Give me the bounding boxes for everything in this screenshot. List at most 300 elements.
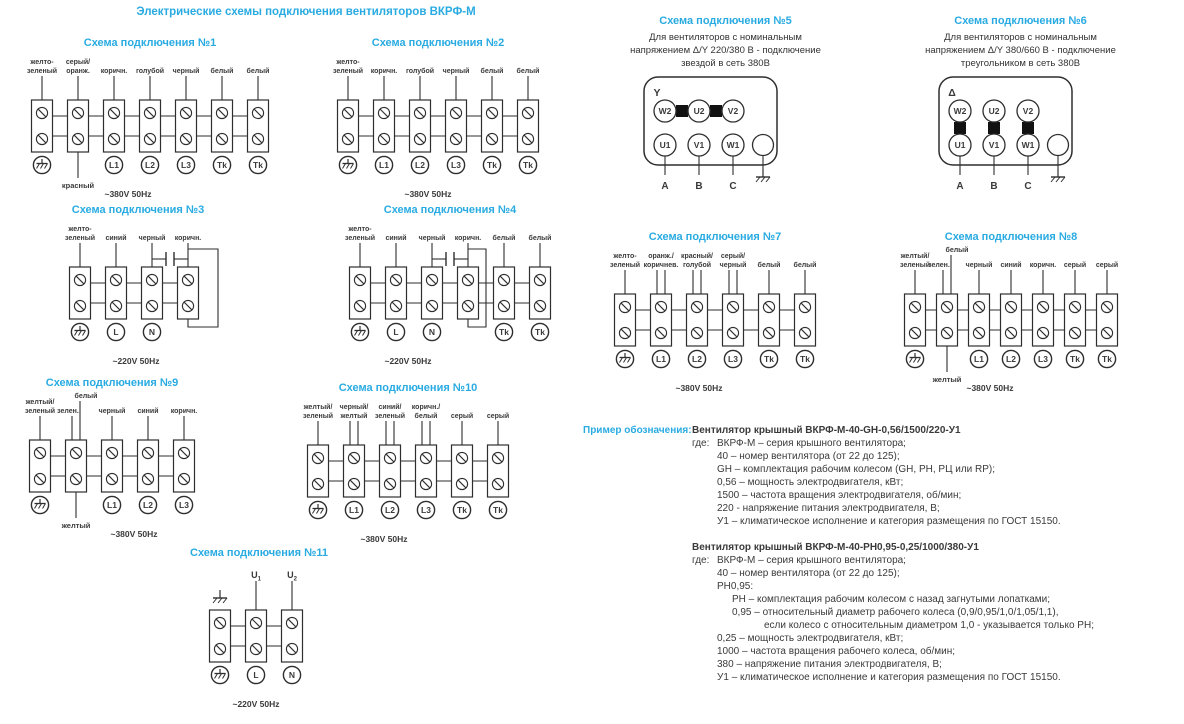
- example-body: [692, 424, 1183, 684]
- svg-text:черный: черный: [98, 408, 126, 415]
- svg-text:U2: U2: [988, 106, 1000, 116]
- scheme-9-title: Схема подключения №9: [45, 377, 179, 389]
- svg-text:~220V 50Hz: ~220V 50Hz: [232, 699, 280, 709]
- motor-pin-V1: [688, 134, 710, 156]
- svg-text:зеленый: зеленый: [332, 68, 364, 75]
- ground-terminal-icon: [31, 496, 48, 513]
- example-line: 0,25 – мощность электродвигателя, кВт;: [717, 633, 904, 644]
- screw-icon: [348, 478, 359, 489]
- screw-icon: [414, 107, 425, 118]
- example-line: 380 – напряжение питания электродвигателя, В;: [717, 659, 942, 670]
- scheme-1-diagram-slot: [12, 52, 288, 202]
- svg-text:зеленый: зеленый: [24, 408, 56, 415]
- svg-text:Tk: Tk: [1102, 354, 1112, 364]
- svg-text:Tk: Tk: [800, 354, 810, 364]
- svg-text:N: N: [288, 670, 296, 680]
- earth-ground-icon: [213, 590, 227, 603]
- motor-terminal-box: [644, 77, 777, 165]
- svg-text:зелен.: зелен.: [57, 408, 79, 415]
- svg-text:белый: белый: [757, 262, 781, 269]
- svg-text:L2: L2: [143, 500, 153, 510]
- ground-terminal-icon: [33, 156, 50, 173]
- terminal-block: [303, 403, 333, 519]
- terminal-block: [57, 392, 97, 530]
- scheme-5: [608, 14, 843, 199]
- example-line: 40 – номер вентилятора (от 22 до 125);: [717, 568, 900, 579]
- motor-pin-earth: [753, 135, 774, 156]
- screw-icon: [286, 617, 297, 628]
- terminal-circle-Tk: [249, 156, 266, 173]
- screw-icon: [182, 300, 193, 311]
- screw-icon: [378, 107, 389, 118]
- svg-text:Tk: Tk: [764, 354, 774, 364]
- screw-icon: [34, 473, 45, 484]
- example-line: У1 – климатическое исполнение и категория размещения по ГОСТ 15150.: [717, 516, 1061, 527]
- screw-icon: [462, 300, 473, 311]
- screw-icon: [727, 327, 738, 338]
- example-line: 40 – номер вентилятора (от 22 до 125);: [717, 451, 900, 462]
- svg-text:~380V 50Hz: ~380V 50Hz: [966, 383, 1014, 393]
- svg-text:V1: V1: [988, 140, 1000, 150]
- svg-text:желтый/: желтый/: [25, 399, 55, 406]
- terminal-circle-Tk: [453, 501, 470, 518]
- svg-text:L1: L1: [349, 505, 359, 515]
- motor-pin-W2: [949, 100, 971, 122]
- scheme-9-diagram-slot: [10, 392, 214, 542]
- scheme-5-diagram: [608, 75, 843, 199]
- screw-icon: [74, 300, 85, 311]
- terminal-circle-L2: [411, 156, 428, 173]
- screw-icon: [973, 301, 984, 312]
- screw-icon: [378, 133, 389, 144]
- svg-text:голубой: голубой: [405, 68, 435, 75]
- svg-text:желто-: желто-: [30, 59, 54, 66]
- terminal-block: [1030, 262, 1057, 368]
- example-model-title: Вентилятор крышный ВКРФ-М-40-РН0,95-0,25/1000/380-У1: [692, 542, 979, 553]
- earth-ground-icon: [1051, 169, 1065, 182]
- svg-text:~380V 50Hz: ~380V 50Hz: [404, 189, 452, 199]
- svg-text:черный: черный: [172, 68, 200, 75]
- screw-icon: [522, 133, 533, 144]
- svg-text:Tk: Tk: [487, 160, 497, 170]
- screw-icon: [216, 107, 227, 118]
- screw-icon: [106, 447, 117, 458]
- scheme-desc-line: напряжением Δ/Y 380/660 В - подключение: [925, 45, 1116, 56]
- svg-text:L3: L3: [179, 500, 189, 510]
- example-line: 1500 – частота вращения электродвигателя, об/мин;: [717, 490, 962, 501]
- svg-text:серый/: серый/: [720, 253, 746, 260]
- svg-text:~380V 50Hz: ~380V 50Hz: [110, 529, 158, 539]
- terminal-block: [1064, 261, 1086, 368]
- motor-terminal-box: [939, 77, 1072, 165]
- example-line: У1 – климатическое исполнение и категория размещения по ГОСТ 15150.: [717, 672, 1061, 683]
- svg-text:коричн.: коричн.: [1029, 262, 1057, 269]
- scheme-11: [190, 546, 329, 712]
- svg-text:коричн.: коричн.: [170, 408, 198, 415]
- svg-text:серый/: серый/: [65, 59, 91, 66]
- svg-text:U1: $U_1$: [251, 570, 261, 583]
- svg-text:желтый: желтый: [61, 521, 91, 530]
- svg-text:белый: белый: [210, 68, 234, 75]
- terminal-block: [139, 234, 166, 341]
- svg-text:белый: белый: [528, 235, 552, 242]
- screw-icon: [106, 473, 117, 484]
- screw-icon: [178, 473, 189, 484]
- terminal-block: [105, 234, 126, 341]
- motor-pin-V2: [1017, 100, 1039, 122]
- scheme-desc-line: звездой в сеть 380В: [681, 58, 770, 69]
- screw-icon: [1101, 327, 1112, 338]
- example-block: [692, 541, 1183, 684]
- svg-text:желто-: желто-: [68, 226, 92, 233]
- scheme-4: [330, 203, 570, 369]
- svg-text:зеленый: зеленый: [609, 262, 641, 269]
- terminal-circle-L1: [345, 501, 362, 518]
- scheme-11-diagram-slot: [190, 562, 322, 712]
- svg-text:желто-: желто-: [336, 59, 360, 66]
- screw-icon: [763, 327, 774, 338]
- svg-text:серый: серый: [450, 413, 474, 420]
- screw-icon: [214, 617, 225, 628]
- scheme-5-description: [608, 31, 843, 70]
- svg-text:L2: L2: [145, 160, 155, 170]
- svg-text:U2: $U_2$: [287, 570, 297, 583]
- svg-text:Tk: Tk: [535, 327, 545, 337]
- ground-terminal-icon: [339, 156, 356, 173]
- screw-icon: [420, 452, 431, 463]
- svg-text:красный/: красный/: [680, 253, 714, 260]
- scheme-6-diagram: [903, 75, 1138, 199]
- screw-icon: [420, 478, 431, 489]
- svg-text:W1: W1: [1021, 140, 1035, 150]
- terminal-circle-L2: [1002, 350, 1019, 367]
- terminal-circle-Tk: [495, 323, 512, 340]
- terminal-circle-L1: [970, 350, 987, 367]
- terminal-block: [333, 59, 363, 174]
- svg-text:коричн.: коричн.: [370, 68, 398, 75]
- svg-text:желтый/: желтый/: [900, 253, 930, 260]
- screw-icon: [34, 447, 45, 458]
- svg-text:L: L: [113, 327, 119, 337]
- screw-icon: [534, 274, 545, 285]
- screw-icon: [1101, 301, 1112, 312]
- scheme-8-diagram: [885, 246, 1137, 396]
- scheme-2-diagram-slot: [318, 52, 558, 202]
- svg-text:B: B: [695, 181, 703, 192]
- scheme-3-diagram-slot: [50, 219, 226, 369]
- scheme-2: [318, 36, 558, 202]
- screw-icon: [486, 107, 497, 118]
- example-line: РН0,95:: [717, 581, 754, 592]
- motor-pin-W1: [1017, 134, 1039, 156]
- screw-icon: [36, 107, 47, 118]
- svg-text:коричн./: коричн./: [411, 404, 441, 411]
- svg-text:коричнев.: коричнев.: [643, 262, 679, 269]
- ground-terminal-icon: [351, 323, 368, 340]
- terminal-block: [137, 407, 158, 514]
- screw-icon: [178, 447, 189, 458]
- screw-icon: [252, 107, 263, 118]
- ground-terminal-icon: [211, 666, 228, 683]
- terminal-block: [371, 68, 398, 174]
- svg-text:голубой: голубой: [135, 68, 165, 75]
- screw-icon: [384, 478, 395, 489]
- svg-text:L2: L2: [385, 505, 395, 515]
- screw-icon: [390, 300, 401, 311]
- svg-text:зеленый: зеленый: [899, 262, 931, 269]
- svg-text:зеленый: зеленый: [344, 235, 376, 242]
- screw-icon: [691, 327, 702, 338]
- svg-text:~220V 50Hz: ~220V 50Hz: [112, 356, 160, 366]
- svg-text:C: C: [1024, 181, 1032, 192]
- scheme-6-description: [903, 31, 1138, 70]
- terminal-block: [419, 234, 446, 341]
- svg-text:черный: черный: [442, 68, 470, 75]
- terminal-block: [175, 235, 202, 319]
- svg-text:белый: белый: [793, 262, 817, 269]
- example-line: если колесо с относительным диаметром 1,0 - указывается только РН;: [764, 620, 1094, 631]
- screw-icon: [414, 133, 425, 144]
- svg-text:синий: синий: [137, 408, 159, 415]
- screw-icon: [354, 300, 365, 311]
- screw-icon: [456, 452, 467, 463]
- screw-icon: [534, 300, 545, 311]
- terminal-circle-L1: [375, 156, 392, 173]
- svg-text:белый: белый: [945, 247, 969, 254]
- screw-icon: [110, 274, 121, 285]
- svg-text:серый: серый: [486, 413, 510, 420]
- svg-text:голубой: голубой: [682, 262, 712, 269]
- screw-icon: [216, 133, 227, 144]
- svg-text:C: C: [729, 181, 737, 192]
- example-label: Пример обозначения:: [583, 425, 692, 436]
- scheme-5-title: Схема подключения №5: [659, 15, 792, 27]
- terminal-circle-Tk: [796, 350, 813, 367]
- terminal-circle-L2: [381, 501, 398, 518]
- screw-icon: [450, 133, 461, 144]
- terminal-block: [62, 58, 95, 190]
- screw-icon: [691, 301, 702, 312]
- scheme-8-title: Схема подключения №8: [944, 231, 1078, 243]
- terminal-block: [517, 67, 540, 174]
- terminal-block: [99, 407, 126, 514]
- svg-text:L3: L3: [728, 354, 738, 364]
- screw-icon: [426, 300, 437, 311]
- screw-icon: [36, 133, 47, 144]
- svg-text:синий: синий: [1000, 262, 1022, 269]
- screw-icon: [144, 107, 155, 118]
- svg-text:белый: белый: [246, 68, 270, 75]
- terminal-circle-L3: [177, 156, 194, 173]
- terminal-block: [65, 226, 95, 341]
- screw-icon: [214, 643, 225, 654]
- screw-icon: [1005, 327, 1016, 338]
- capacitor-icon: [432, 252, 468, 266]
- scheme-3-title: Схема подключения №3: [71, 204, 205, 216]
- ground-terminal-icon: [906, 350, 923, 367]
- example-line: РН – комплектация рабочим колесом с назад загнутыми лопатками;: [732, 594, 1051, 605]
- svg-text:N: N: [148, 327, 156, 337]
- terminal-block: [529, 234, 552, 341]
- screw-icon: [390, 274, 401, 285]
- svg-text:синий/: синий/: [378, 404, 402, 411]
- terminal-block: [487, 412, 509, 519]
- screw-icon: [1037, 301, 1048, 312]
- motor-pin-W1: [722, 134, 744, 156]
- screw-icon: [342, 133, 353, 144]
- svg-text:W2: W2: [658, 106, 672, 116]
- terminal-circle-L3: [724, 350, 741, 367]
- svg-text:черный: черный: [138, 235, 166, 242]
- terminal-block: [900, 252, 930, 368]
- screw-icon: [72, 133, 83, 144]
- svg-text:L3: L3: [181, 160, 191, 170]
- terminal-block: [493, 234, 516, 341]
- svg-text:серый: серый: [1095, 262, 1119, 269]
- svg-text:зеленый: зеленый: [374, 413, 406, 420]
- terminal-block: [211, 67, 234, 174]
- svg-text:синий: синий: [105, 235, 127, 242]
- terminal-circle-L1: [652, 350, 669, 367]
- terminal-circle-L2: [141, 156, 158, 173]
- svg-text:Tk: Tk: [493, 505, 503, 515]
- scheme-6-title: Схема подключения №6: [954, 15, 1087, 27]
- svg-text:белый: белый: [480, 68, 504, 75]
- svg-text:L1: L1: [109, 160, 119, 170]
- terminal-block: [966, 261, 993, 368]
- svg-text:белый: белый: [74, 393, 98, 400]
- terminal-block: [1096, 261, 1118, 368]
- screw-icon: [619, 327, 630, 338]
- screw-icon: [384, 452, 395, 463]
- screw-icon: [727, 301, 738, 312]
- terminal-circle-Tk: [483, 156, 500, 173]
- motor-pin-V2: [722, 100, 744, 122]
- svg-text:L: L: [393, 327, 399, 337]
- scheme-7-title: Схема подключения №7: [648, 231, 782, 243]
- terminal-circle-Tk: [213, 156, 230, 173]
- screw-icon: [1069, 327, 1080, 338]
- screw-icon: [909, 301, 920, 312]
- scheme-desc-line: напряжением Δ/Y 220/380 В - подключение: [630, 45, 821, 56]
- svg-text:Tk: Tk: [1070, 354, 1080, 364]
- svg-text:красный: красный: [61, 181, 95, 190]
- scheme-3-diagram: [50, 219, 224, 369]
- svg-text:A: A: [661, 181, 669, 192]
- scheme-9: [10, 376, 214, 542]
- svg-text:коричн.: коричн.: [454, 235, 482, 242]
- terminal-block: [928, 246, 968, 384]
- terminal-circle-Tk: [1066, 350, 1083, 367]
- svg-text:L: L: [253, 670, 259, 680]
- terminal-block: [406, 67, 434, 174]
- terminal-circle-Tk: [531, 323, 548, 340]
- svg-text:V2: V2: [727, 106, 739, 116]
- terminal-circle-L3: [175, 496, 192, 513]
- scheme-5-diagram-slot: [608, 75, 843, 199]
- svg-text:U1: U1: [659, 140, 671, 150]
- screw-icon: [763, 301, 774, 312]
- svg-text:L2: L2: [1006, 354, 1016, 364]
- screw-icon: [74, 274, 85, 285]
- scheme-1-diagram: [12, 52, 288, 202]
- terminal-circle-Tk: [519, 156, 536, 173]
- svg-text:Tk: Tk: [217, 160, 227, 170]
- terminal-block: [794, 261, 817, 368]
- screw-icon: [108, 133, 119, 144]
- screw-icon: [250, 643, 261, 654]
- svg-text:Δ: Δ: [948, 87, 956, 99]
- svg-text:L1: L1: [656, 354, 666, 364]
- screw-icon: [522, 107, 533, 118]
- terminal-circle-L1: [105, 156, 122, 173]
- motor-pin-U1: [654, 134, 676, 156]
- svg-text:зеленый: зеленый: [26, 68, 58, 75]
- screw-icon: [70, 473, 81, 484]
- svg-text:желтый: желтый: [932, 375, 962, 384]
- terminal-block: [758, 261, 781, 368]
- scheme-8-diagram-slot: [885, 246, 1137, 396]
- svg-text:желто-: желто-: [613, 253, 637, 260]
- terminal-block: [136, 67, 164, 174]
- screw-icon: [312, 478, 323, 489]
- screw-icon: [108, 107, 119, 118]
- screw-icon: [180, 133, 191, 144]
- svg-text:оранж./: оранж./: [648, 253, 674, 260]
- screw-icon: [655, 327, 666, 338]
- scheme-7: [595, 230, 835, 396]
- terminal-block: [246, 570, 267, 684]
- example-block: [692, 424, 1183, 528]
- terminal-circle-L2: [139, 496, 156, 513]
- screw-icon: [1037, 327, 1048, 338]
- screw-icon: [456, 478, 467, 489]
- svg-text:L3: L3: [421, 505, 431, 515]
- svg-text:L2: L2: [692, 354, 702, 364]
- screw-icon: [182, 274, 193, 285]
- ground-terminal-icon: [309, 501, 326, 518]
- scheme-6-diagram-slot: [903, 75, 1138, 199]
- screw-icon: [348, 452, 359, 463]
- svg-text:Tk: Tk: [523, 160, 533, 170]
- screw-icon: [312, 452, 323, 463]
- scheme-8: [885, 230, 1137, 396]
- terminal-block: [173, 67, 200, 174]
- terminal-circle-N: [143, 323, 160, 340]
- motor-pin-earth: [1048, 135, 1069, 156]
- screw-icon: [492, 452, 503, 463]
- terminal-block: [171, 408, 198, 514]
- terminal-circle-L3: [1034, 350, 1051, 367]
- scheme-2-title: Схема подключения №2: [371, 37, 505, 49]
- terminal-block: [610, 253, 640, 368]
- svg-text:Tk: Tk: [499, 327, 509, 337]
- svg-text:B: B: [990, 181, 998, 192]
- svg-text:V2: V2: [1022, 106, 1034, 116]
- screw-icon: [492, 478, 503, 489]
- screw-icon: [1005, 301, 1016, 312]
- svg-text:U2: U2: [693, 106, 705, 116]
- scheme-desc-line: Для вентиляторов с номинальным: [944, 32, 1097, 43]
- svg-text:серый: серый: [1063, 262, 1087, 269]
- screw-icon: [941, 327, 952, 338]
- terminal-circle-Tk: [760, 350, 777, 367]
- where-label: где:: [692, 438, 710, 449]
- example-line: GH – комплектация рабочим колесом (GH, PH, РЦ или RP);: [717, 464, 996, 475]
- svg-text:W2: W2: [953, 106, 967, 116]
- svg-text:~380V 50Hz: ~380V 50Hz: [360, 534, 408, 544]
- ground-terminal-icon: [616, 350, 633, 367]
